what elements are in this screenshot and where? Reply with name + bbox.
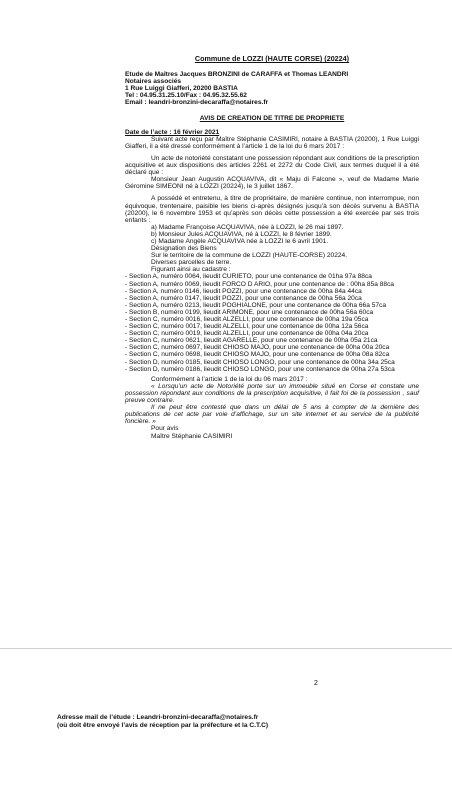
etude-address: 1 Rue Luiggi Giafferi, 20200 BASTIA: [125, 85, 238, 93]
parcelle-item: - Section C, numéro 0016, lieudit ALZELLI, pour une contenance de 00ha 19a 05ca: [125, 316, 369, 323]
parcelle-item: - Section A, numéro 0064, lieudit CURIETO, pour une contenance de 01ha 97a 88ca: [125, 273, 372, 281]
conformement-line: Conformément à l’article 1 de la loi du 06 mars 2017 :: [151, 375, 308, 383]
parcelle-item: - Section A, numéro 0213, lieudit POGHIALONE, pour une contenance de 00ha 66a 57ca: [125, 301, 386, 309]
parcelles-list: [125, 273, 419, 372]
header-title: Commune de LOZZI (HAUTE CORSE) (20224): [194, 54, 350, 63]
parcelle-item: - Section D, numéro 0185, lieudit CHIOSO LONGO, pour une contenance de 00ha 34a 25ca: [125, 358, 395, 366]
parcelle-item: - Section C, numéro 0019, lieudit ALZELLI, pour une contenance de 00ha 04a 20ca: [125, 330, 369, 338]
monsieur-paragraph: Monsieur Jean Augustin ACQUAVIVA, dit « Maju di Falcone », veuf de Madame Marie Géromine SIMEONI né à LOZZI (20224), le 3 juillet 1867.: [125, 176, 419, 191]
figurant-line: Figurant ainsi au cadastre :: [151, 266, 231, 274]
diverses-line: Diverses parcelles de terre.: [151, 259, 232, 267]
etude-tel: Tel : 04.95.31.25.10/Fax : 04.95.32.55.62: [125, 92, 247, 100]
territoire-line: Sur le territoire de la commune de LOZZI (HAUTE-CORSE) 20224.: [151, 252, 348, 260]
enfant-item: b) Monsieur Jules ACQUAVIVA, né à LOZZI, le 8 février 1899.: [151, 230, 332, 238]
pour-avis: Pour avis: [151, 425, 179, 433]
enfant-item: a) Madame Françoise ACQUAVIVA, née à LOZZI, le 26 mai 1897.: [151, 223, 344, 231]
enfants-list: [125, 224, 419, 245]
footer-email-line: Adresse mail de l’étude : Leandri-bronzini-decaraffa@notaires.fr: [57, 714, 259, 721]
parcelle-item: - Section C, numéro 0017, lieudit ALZELLI, pour une contenance de 00ha 12a 56ca: [125, 323, 369, 331]
signature: Maître Stéphanie CASIMIRI: [151, 432, 233, 440]
intro-paragraph: Suivant acte reçu par Maître Stéphanie CASIMIRI, notaire à BASTIA (20200), 1 Rue Luiggi Giafferi, il a été dressé conformément à l’article 1 de la loi du 6 mars 2017 :: [125, 135, 419, 150]
parcelle-item: - Section C, numéro 0697, lieudit CHIOSO MAJO, pour une contenance de 00ha 00a 20ca: [125, 344, 390, 352]
enfant-item: c) Madame Angèle ACQUAVIVA née à LOZZI le 6 avril 1901.: [151, 237, 329, 245]
etude-line1: Etude de Maîtres Jacques BRONZINI de CARAFFA et Thomas LEANDRI: [125, 71, 349, 79]
parcelle-item: - Section B, numéro 0199, lieudit ARIMONE, pour une contenance de 00ha 56a 60ca: [125, 308, 374, 316]
parcelle-item: - Section A, numéro 0147, lieudit POZZI, pour une contenance de 00ha 56a 20ca: [125, 294, 362, 302]
date-acte: Date de l’acte : 16 février 2021: [125, 128, 220, 136]
designation-heading: Désignation des Biens: [151, 245, 217, 253]
etude-email: Email : leandri-bronzini-decaraffa@notaires.fr: [125, 99, 269, 107]
notoriete-paragraph: Un acte de notoriété constatant une possession répondant aux conditions de la prescription acquisitive et aux dispositions des articles 2261 et 2272 du Code Civil, aux termes duquel il a été déclaré que :: [125, 154, 419, 177]
parcelle-item: - Section A, numéro 0069, lieudit FORCO D ARIO, pour une contenance de : 00ha 85a 88ca: [125, 280, 395, 288]
parcelle-item: - Section C, numéro 0698, lieudit CHIOSO MAJO, pour une contenance de 00ha 08a 82ca: [125, 351, 390, 359]
parcelle-item: - Section A, numéro 0146, lieudit POZZI, pour une contenance de 00ha 84a 44ca: [125, 287, 362, 295]
parcelle-item: - Section C, numéro 0621, lieudit AGARELLE, pour une contenance de 00ha 05a 21ca: [125, 337, 378, 345]
footer: [57, 714, 268, 730]
avis-title: AVIS DE CREATION DE TITRE DE PROPRIETE: [199, 114, 345, 122]
parcelle-item: - Section D, numéro 0186, lieudit CHIOSO LONGO, pour une contenance de 00ha 27a 53ca: [125, 365, 395, 373]
quote-paragraph-1: « Lorsqu’un acte de Notoriété porte sur un immeuble situé en Corse et constate une possession répondant aux conditions de la prescription acquisitive, il fait foi de la possession , sauf preuve contraire.: [125, 382, 419, 405]
etude-line2: Notaires associés: [125, 78, 182, 86]
quote-paragraph-2: Il ne peut être contesté que dans un délai de 5 ans à compter de la dernière des publications de cet acte par voie d’affichage, sur un site internet et au service de la publicité foncière. »: [125, 404, 419, 426]
possede-paragraph: A possédé et entretenu, à titre de propriétaire, de manière continue, non interrompue, non équivoque, trentenaire, paisible les biens ci-après désignés jusqu’à son décès survenu à BASTIA (20200), le 6 novembre 1953 et qu’après son décès cette possession a été exercée par ses trois enfants :: [125, 195, 419, 224]
page-number: 2: [314, 680, 318, 687]
page-separator: [0, 648, 452, 649]
notice-body: [125, 55, 419, 440]
footer-note-line: (où doit être envoyé l’avis de réception par la préfecture et la C.T.C): [57, 722, 269, 729]
